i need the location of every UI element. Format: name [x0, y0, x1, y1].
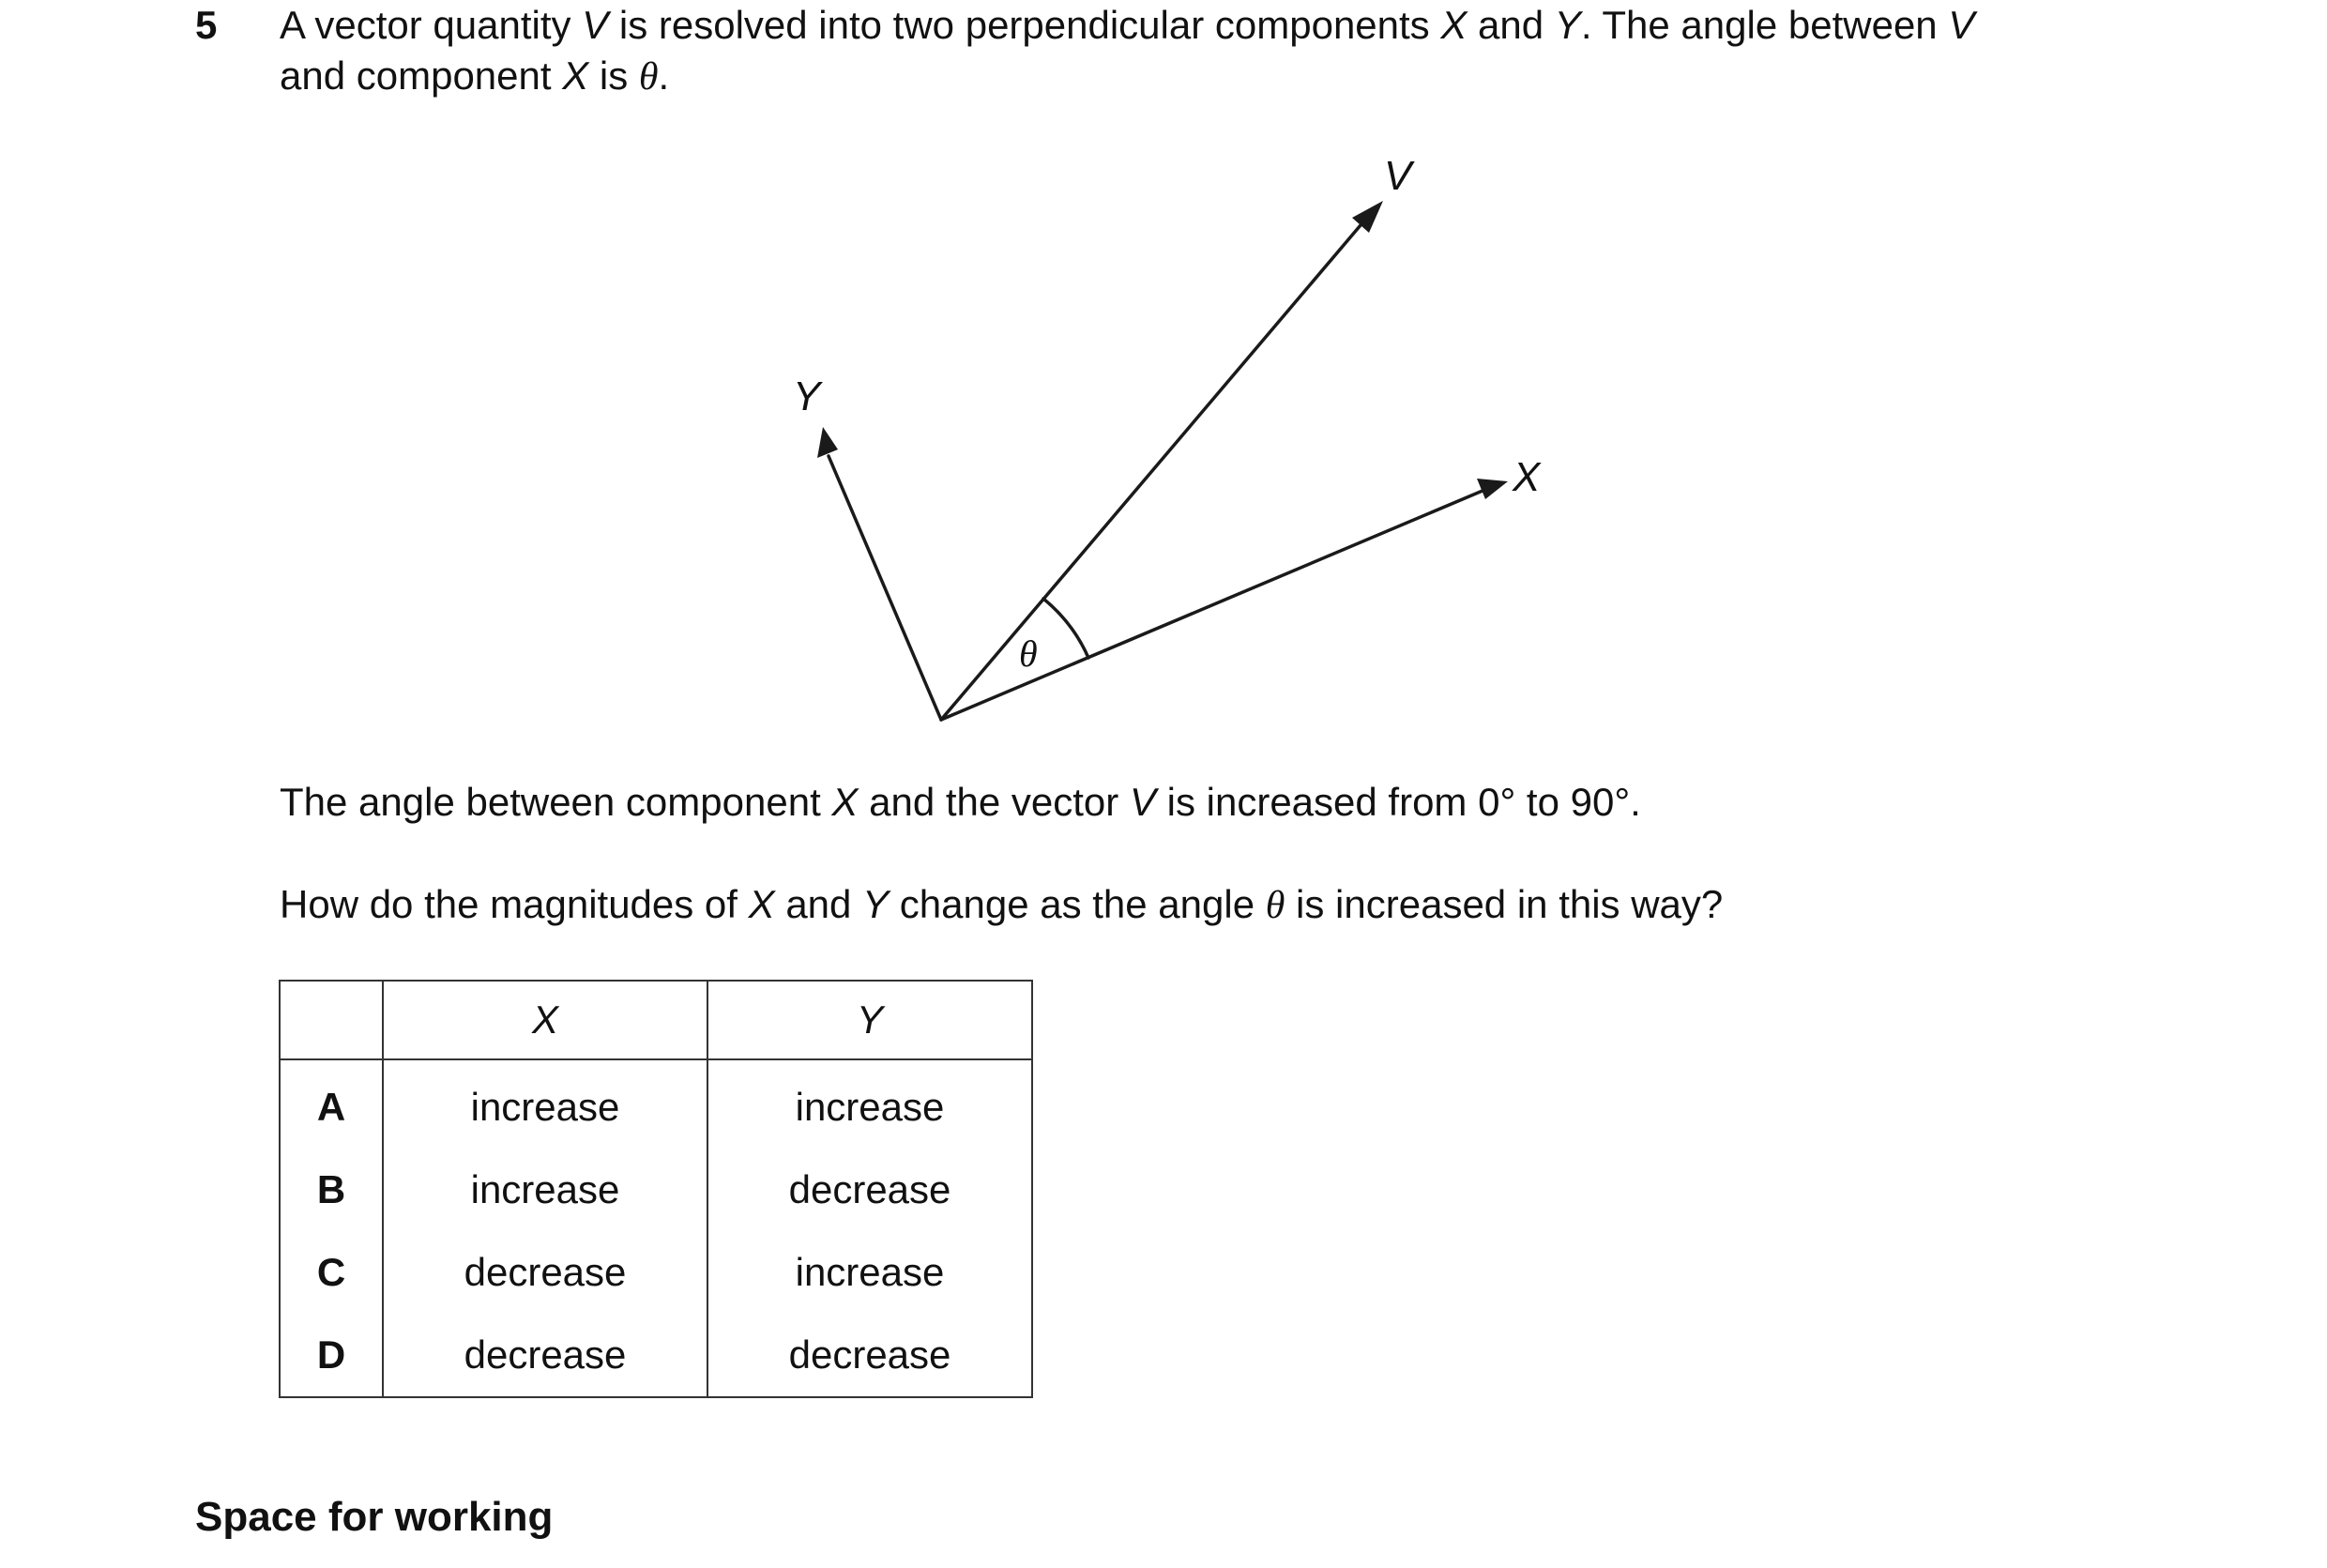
symbol-x: X: [748, 882, 775, 926]
angle-theta-label: θ: [1019, 632, 1038, 675]
symbol-x: X: [562, 53, 589, 98]
prompt-text: change as the angle: [889, 882, 1266, 926]
change-text: and the vector: [858, 780, 1130, 824]
symbol-x: X: [831, 780, 859, 824]
question-number: 5: [195, 3, 218, 47]
header-key: [280, 981, 383, 1059]
vector-v-line: [941, 225, 1361, 720]
question-prompt: [280, 879, 1723, 931]
symbol-theta: θ: [1265, 884, 1285, 927]
intro-text: and: [1467, 3, 1555, 47]
option-x-change: decrease: [383, 1314, 707, 1397]
component-x-line: [941, 491, 1483, 720]
option-key: C: [280, 1231, 383, 1314]
option-key: D: [280, 1314, 383, 1397]
option-y-change: increase: [707, 1059, 1032, 1149]
symbol-theta: θ: [638, 55, 659, 99]
intro-text: is: [588, 53, 639, 98]
component-x-label: X: [1513, 454, 1541, 500]
answer-options-table: [279, 980, 1033, 1398]
intro-text: and component: [280, 53, 563, 98]
intro-text: A vector quantity: [280, 3, 583, 47]
option-x-change: decrease: [383, 1231, 707, 1314]
option-row-c[interactable]: [280, 1231, 1032, 1314]
option-x-change: increase: [383, 1149, 707, 1231]
option-key: A: [280, 1059, 383, 1149]
change-text: is increased from 0° to 90°.: [1155, 780, 1641, 824]
symbol-v: V: [582, 3, 609, 47]
header-x: X: [383, 981, 707, 1059]
option-y-change: decrease: [707, 1149, 1032, 1231]
prompt-text: is increased in this way?: [1285, 882, 1724, 926]
intro-text: . The angle between: [1580, 3, 1949, 47]
symbol-x: X: [1440, 3, 1468, 47]
table-header-row: [280, 981, 1032, 1059]
component-y-label: Y: [793, 373, 821, 419]
component-x-arrowhead: [1477, 479, 1508, 499]
symbol-y: Y: [1554, 3, 1581, 47]
symbol-v: V: [1948, 3, 1975, 47]
component-y-line: [829, 456, 941, 720]
angle-arc: [1043, 599, 1088, 658]
change-statement: [280, 777, 1641, 828]
symbol-y: Y: [862, 882, 890, 926]
vector-v-label: V: [1384, 153, 1412, 199]
option-x-change: increase: [383, 1059, 707, 1149]
intro-text: is resolved into two perpendicular components: [608, 3, 1441, 47]
symbol-v: V: [1129, 780, 1156, 824]
component-y-arrowhead: [817, 427, 838, 458]
working-space-heading: Space for working: [195, 1494, 554, 1540]
header-y: Y: [707, 981, 1032, 1059]
option-row-d[interactable]: [280, 1314, 1032, 1397]
option-y-change: decrease: [707, 1314, 1032, 1397]
option-row-a[interactable]: [280, 1059, 1032, 1149]
option-key: B: [280, 1149, 383, 1231]
prompt-text: and: [774, 882, 863, 926]
option-y-change: increase: [707, 1231, 1032, 1314]
vector-diagram: [0, 0, 2327, 751]
intro-text: .: [658, 53, 670, 98]
option-row-b[interactable]: [280, 1149, 1032, 1231]
change-text: The angle between component: [280, 780, 832, 824]
prompt-text: How do the magnitudes of: [280, 882, 749, 926]
